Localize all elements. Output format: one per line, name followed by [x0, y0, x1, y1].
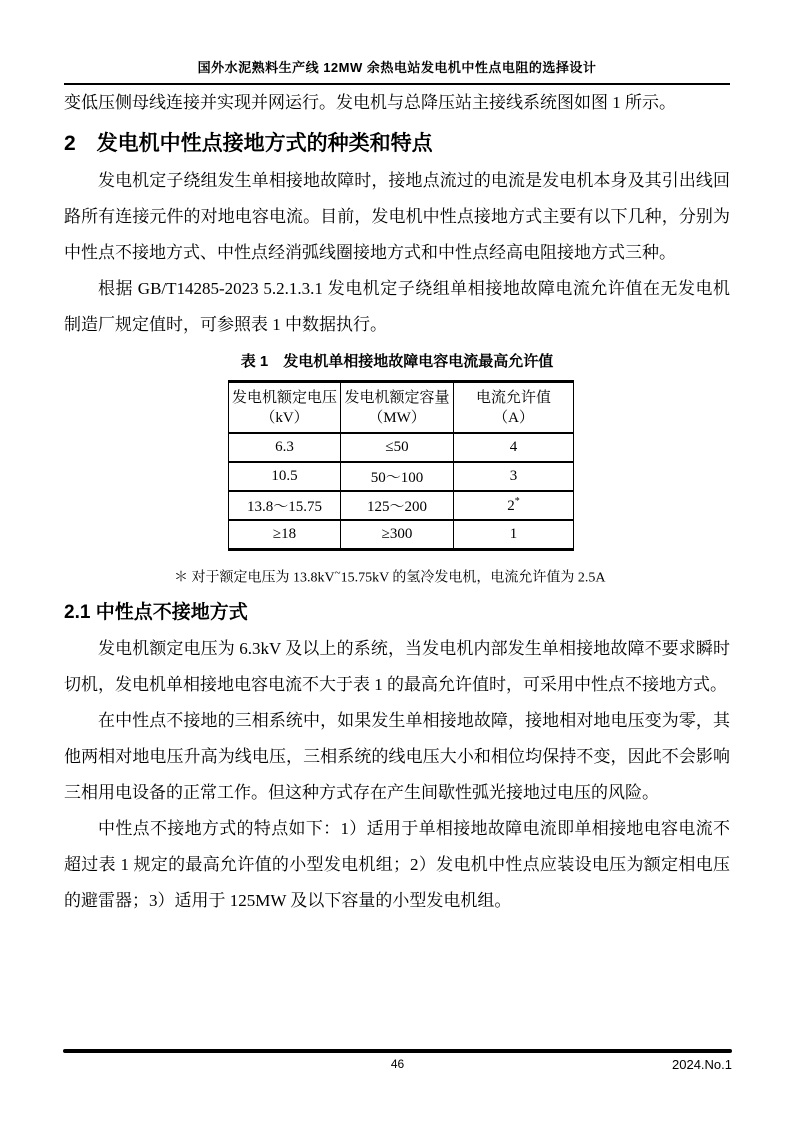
- table-1: [228, 380, 574, 551]
- section-2-1-heading: 2.1 中性点不接地方式: [64, 601, 248, 623]
- footnote-tilde: ~: [334, 567, 341, 579]
- table-header-capacity-unit: （MW）: [368, 409, 426, 426]
- table-cell: ≤50: [341, 433, 454, 462]
- section-2-1-paragraph-3: 中性点不接地方式的特点如下：1）适用于单相接地故障电流即单相接地电容电流不超过表 1 规定的最高允许值的小型发电机组；2）发电机中性点应装设电压为额定相电压的避雷器；3）适用于 125MW 及以下容量的小型发电机组。: [64, 818, 730, 910]
- table-row: [229, 462, 574, 491]
- table-header-current: [454, 382, 574, 434]
- table-header-voltage: [229, 382, 341, 434]
- footnote-text-suffix: 15.75kV 的氢冷发电机，电流允许值为 2.5A: [340, 570, 606, 586]
- section-2-1-paragraph-1: 发电机额定电压为 6.3kV 及以上的系统，当发电机内部发生单相接地故障不要求瞬时切机，发电机单相接地电容电流不大于表 1 的最高允许值时，可采用中性点不接地方式。: [64, 638, 730, 694]
- table-row: [229, 520, 574, 550]
- running-header: 国外水泥熟料生产线 12MW 余热电站发电机中性点电阻的选择设计: [197, 60, 597, 75]
- table-header-current-unit: （A）: [493, 409, 534, 426]
- issue-label: 2024.No.1: [672, 1057, 732, 1072]
- table-cell: 6.3: [229, 433, 341, 462]
- table-row: [229, 491, 574, 520]
- page-footer: [63, 1057, 732, 1075]
- table-header-row: [229, 382, 574, 434]
- table-cell: 50～100: [341, 462, 454, 491]
- footer-rule: [63, 1049, 732, 1053]
- table-cell: ≥300: [341, 520, 454, 550]
- note-marker: *: [514, 496, 520, 507]
- table-header-voltage-unit: （kV）: [260, 409, 309, 426]
- table-header-capacity: [341, 382, 454, 434]
- table-cell: 125～200: [341, 491, 454, 520]
- table-footnote: [174, 563, 730, 589]
- table-header-current-title: 电流允许值: [475, 389, 551, 406]
- table-cell: 3: [454, 462, 574, 491]
- section-2-paragraph-1: 发电机定子绕组发生单相接地故障时，接地点流过的电流是发电机本身及其引出线回路所有连接元件的对地电容电流。目前，发电机中性点接地方式主要有以下几种，分别为中性点不接地方式、中性点经消弧线圈接地方式和中性点经高电阻接地方式三种。: [64, 171, 730, 262]
- page-content: [64, 0, 730, 919]
- table-1-caption: 表 1 发电机单相接地故障电容电流最高允许值: [240, 353, 554, 370]
- section-2-heading: 2 发电机中性点接地方式的种类和特点: [64, 132, 433, 155]
- section-2-paragraph-2: 根据 GB/T14285-2023 5.2.1.3.1 发电机定子绕组单相接地故障电流允许值在无发电机制造厂规定值时，可参照表 1 中数据执行。: [64, 279, 730, 334]
- table-row: [229, 433, 574, 462]
- page-number: 46: [390, 1057, 405, 1071]
- table-cell-with-note: [454, 491, 574, 520]
- footnote-text-prefix: ＊ 对于额定电压为 13.8kV: [174, 570, 335, 586]
- table-header-capacity-title: 发电机额定容量: [344, 389, 450, 406]
- table-header-voltage-title: 发电机额定电压: [231, 389, 337, 406]
- table-cell: 10.5: [229, 462, 341, 491]
- table-cell: ≥18: [229, 520, 341, 550]
- table-cell: 1: [454, 520, 574, 550]
- intro-paragraph: 变低压侧母线连接并实现并网运行。发电机与总降压站主接线系统图如图 1 所示。: [64, 93, 676, 112]
- table-cell-value: 2: [507, 498, 515, 514]
- table-cell: 13.8～15.75: [229, 491, 341, 520]
- section-2-1-paragraph-2: 在中性点不接地的三相系统中，如果发生单相接地故障，接地相对地电压变为零，其他两相对地电压升高为线电压，三相系统的线电压大小和相位均保持不变，因此不会影响三相用电设备的正常工作。但这种方式存在产生间歇性弧光接地过电压的风险。: [64, 710, 730, 802]
- table-cell: 4: [454, 433, 574, 462]
